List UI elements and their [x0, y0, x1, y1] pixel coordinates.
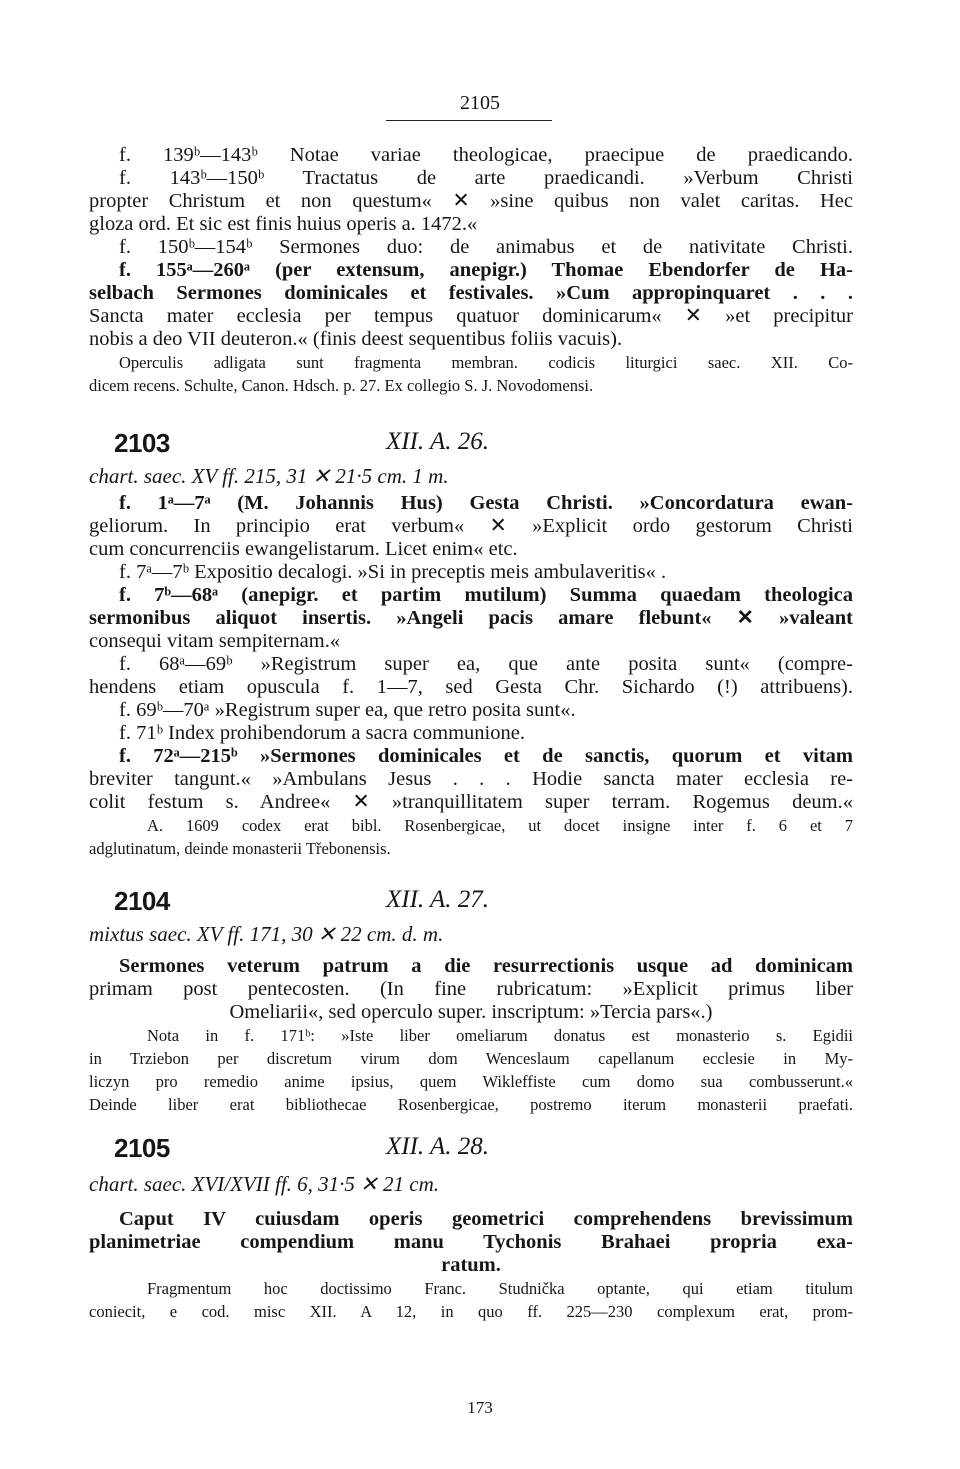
- running-header-number: 2105: [460, 92, 500, 114]
- text-line: f. 72ᵃ—215ᵇ »Sermones dominicales et de sanctis, quorum et vitam: [119, 745, 853, 767]
- text-line: breviter tangunt.« »Ambulans Jesus . . . Hodie sancta mater ecclesia re-: [89, 768, 853, 790]
- text-line: f. 68ᵃ—69ᵇ »Registrum super ea, que ante posita sunt« (compre-: [119, 653, 853, 675]
- note-line: liczyn pro remedio anime ipsius, quem Wikleffiste cum domo sua combusserunt.«: [89, 1072, 853, 1091]
- note-line: coniecit, e cod. misc XII. A 12, in quo ff. 225—230 complexum erat, prom-: [89, 1302, 853, 1321]
- note-line: dicem recens. Schulte, Canon. Hdsch. p. 27. Ex collegio S. J. Novodomensi.: [89, 376, 594, 395]
- text-line: consequi vitam sempiternam.«: [89, 630, 341, 652]
- shelfmark: XII. A. 27.: [386, 886, 489, 913]
- entry-heading-2103: [114, 428, 834, 462]
- entry-body-2103: [89, 492, 853, 860]
- text-line: f. 69ᵇ—70ᵃ »Registrum super ea, que retro posita sunt«.: [119, 699, 576, 721]
- codex-description: chart. saec. XV ff. 215, 31 ✕ 21·5 cm. 1 m.: [89, 464, 449, 488]
- entry-number: 2104: [114, 886, 170, 916]
- text-line: Sermones veterum patrum a die resurrectionis usque ad dominicam: [119, 955, 853, 977]
- text-line: planimetriae compendium manu Tychonis Brahaei propria exa-: [89, 1231, 853, 1253]
- text-line: cum concurrenciis ewangelistarum. Licet enim« etc.: [89, 538, 518, 560]
- text-line: f. 1ᵃ—7ᵃ (M. Johannis Hus) Gesta Christi. »Concordatura ewan-: [119, 492, 853, 514]
- text-line: f. 155ᵃ—260ᵃ (per extensum, anepigr.) Thomae Ebendorfer de Ha-: [119, 259, 853, 281]
- shelfmark: XII. A. 28.: [386, 1133, 489, 1160]
- note-line: Fragmentum hoc doctissimo Franc. Studnička optante, qui etiam titulum: [147, 1279, 853, 1298]
- entry-heading-2104: [114, 886, 834, 920]
- text-line: Omeliarii«, sed operculo super. inscriptum: »Tercia pars«.): [229, 1001, 713, 1023]
- entry-number: 2103: [114, 428, 170, 458]
- text-line: nobis a deo VII deuteron.« (finis deest sequentibus foliis vacuis).: [89, 328, 623, 350]
- entry-body-2105: [89, 1208, 853, 1323]
- codex-description: mixtus saec. XV ff. 171, 30 ✕ 22 cm. d. m.: [89, 922, 444, 946]
- text-line: gloza ord. Et sic est finis huius operis a. 1472.«: [89, 213, 478, 235]
- text-line: Sancta mater ecclesia per tempus quatuor dominicarum« ✕ »et precipitur: [89, 305, 853, 327]
- entry-body-2104: [89, 955, 853, 1116]
- text-line: sermonibus aliquot insertis. »Angeli pacis amare flebunt« ✕ »valeant: [89, 607, 853, 629]
- text-line: ratum.: [441, 1254, 501, 1276]
- note-line: Deinde liber erat bibliothecae Rosenbergicae, postremo iterum monasterii praefati.: [89, 1095, 853, 1114]
- note-line: A. 1609 codex erat bibl. Rosenbergicae, ut docet insigne inter f. 6 et 7: [147, 816, 853, 835]
- header-rule: [386, 120, 552, 121]
- text-line: f. 7ᵃ—7ᵇ Expositio decalogi. »Si in preceptis meis ambulaveritis« .: [119, 561, 667, 583]
- codex-description: chart. saec. XVI/XVII ff. 6, 31·5 ✕ 21 cm.: [89, 1172, 440, 1196]
- entry-heading-2105: [114, 1133, 834, 1167]
- note-line: Operculis adligata sunt fragmenta membran. codicis liturgici saec. XII. Co-: [119, 353, 853, 372]
- text-line: geliorum. In principio erat verbum« ✕ »Explicit ordo gestorum Christi: [89, 515, 853, 537]
- note-line: adglutinatum, deinde monasterii Třebonensis.: [89, 839, 391, 858]
- text-line: f. 139ᵇ—143ᵇ Notae variae theologicae, praecipue de praedicando.: [119, 144, 853, 166]
- text-line: f. 143ᵇ—150ᵇ Tractatus de arte praedicandi. »Verbum Christi: [119, 167, 853, 189]
- text-line: f. 150ᵇ—154ᵇ Sermones duo: de animabus et de nativitate Christi.: [119, 236, 853, 258]
- text-line: Caput IV cuiusdam operis geometrici comprehendens brevissimum: [119, 1208, 853, 1230]
- entry-number: 2105: [114, 1133, 170, 1163]
- shelfmark: XII. A. 26.: [386, 428, 489, 455]
- text-line: primam post pentecosten. (In fine rubricatum: »Explicit primus liber: [89, 978, 853, 1000]
- text-line: f. 7ᵇ—68ᵃ (anepigr. et partim mutilum) Summa quaedam theologica: [119, 584, 853, 606]
- text-line: colit festum s. Andree« ✕ »tranquillitatem super terram. Rogemus deum.«: [89, 791, 853, 813]
- note-line: Nota in f. 171ᵇ: »Iste liber omeliarum donatus est monasterio s. Egidii: [147, 1026, 853, 1045]
- text-line: f. 71ᵇ Index prohibendorum a sacra communione.: [119, 722, 525, 744]
- text-line: selbach Sermones dominicales et festivales. »Cum appropinquaret . . .: [89, 282, 853, 304]
- text-line: propter Christum et non questum« ✕ »sine quibus non valet caritas. Hec: [89, 190, 853, 212]
- previous-entry-continuation: [89, 144, 853, 397]
- text-line: hendens etiam opuscula f. 1—7, sed Gesta Chr. Sichardo (!) attribuens).: [89, 676, 853, 698]
- page-number: 173: [467, 1398, 493, 1417]
- note-line: in Trziebon per discretum virum dom Wenceslaum capellanum ecclesie in My-: [89, 1049, 853, 1068]
